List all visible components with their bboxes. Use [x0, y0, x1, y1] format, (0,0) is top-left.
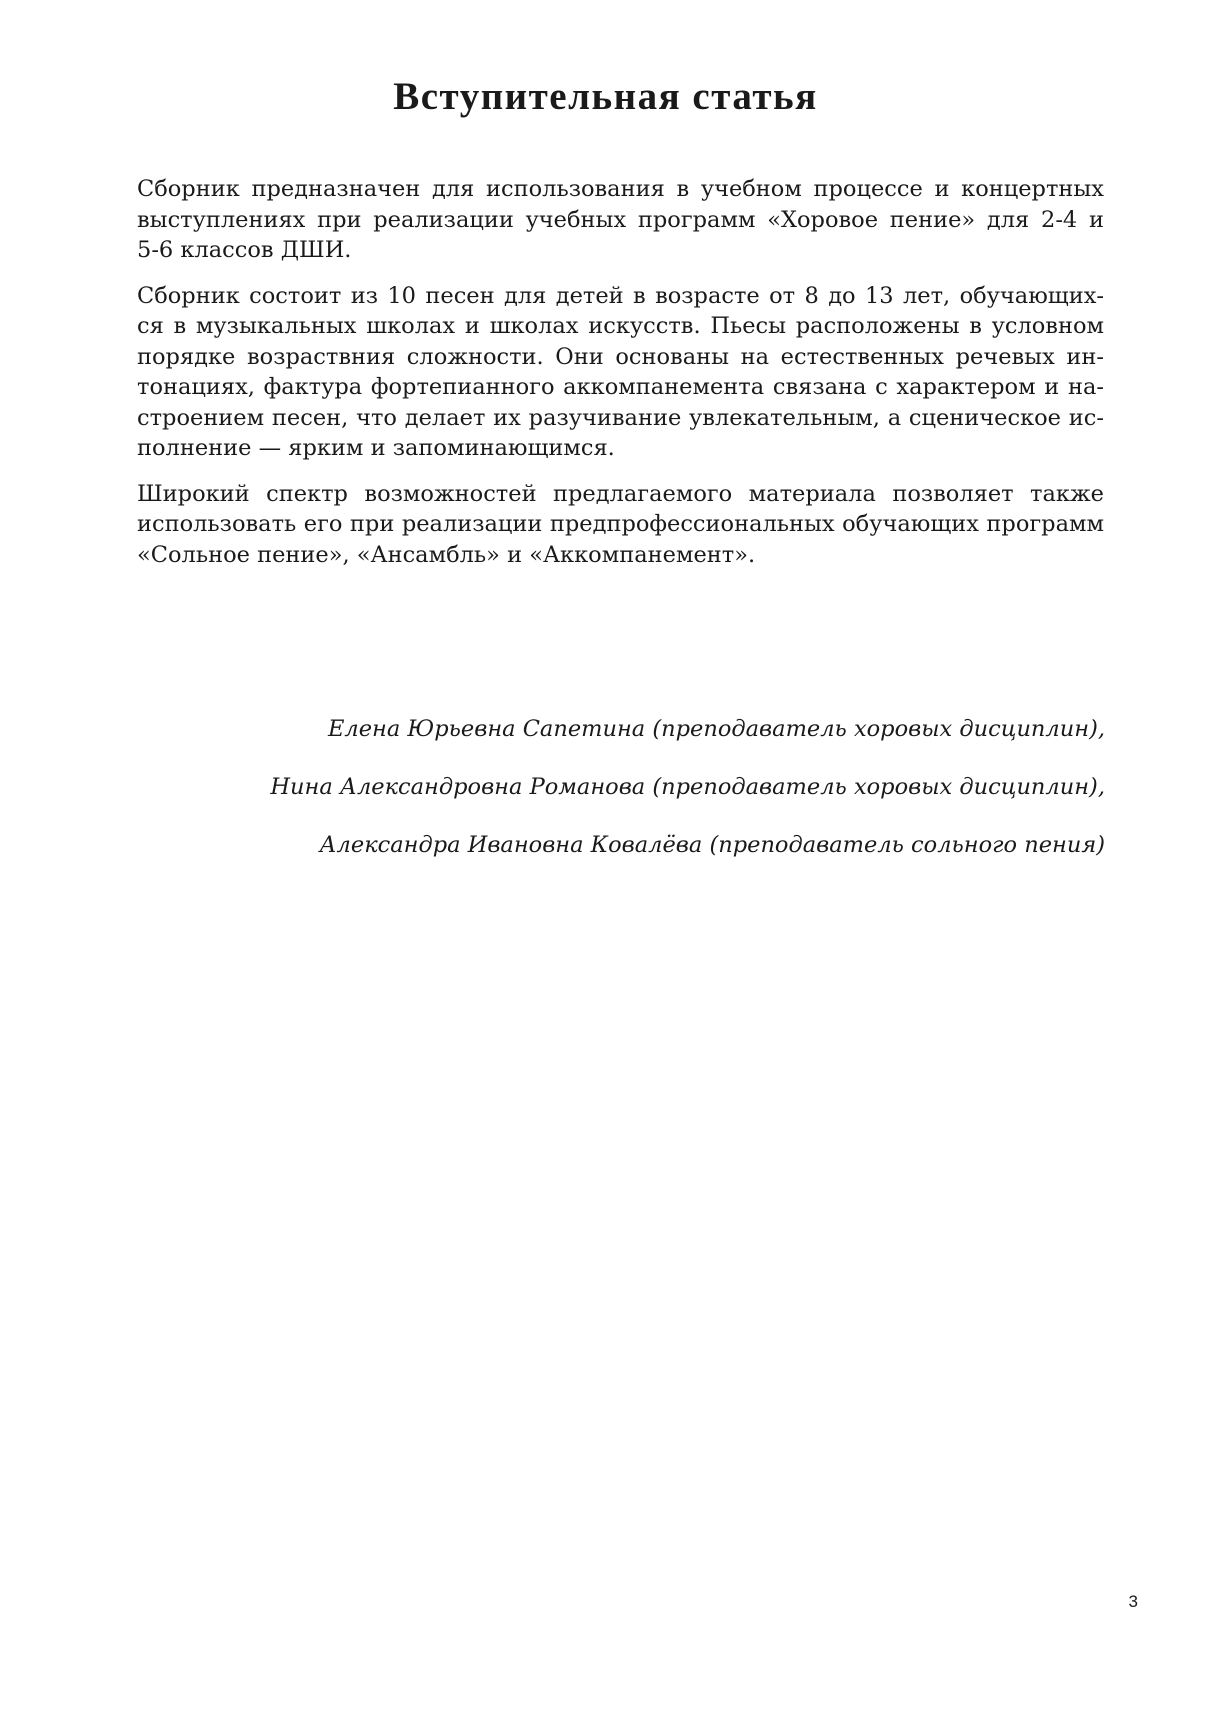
text-line: Сборник состоит из 10 песен для детей в возрасте от 8 до 13 лет, обучающих- [137, 282, 1104, 309]
author-signatures [105, 712, 1105, 886]
page-title: Вступительная статья [393, 75, 818, 118]
text-line: ся в музыкальных школах и школах искусств. Пьесы расположены в условном [137, 313, 1104, 339]
text-line: полнение — ярким и запоминающимся. [137, 435, 615, 461]
text-line: использовать его при реализации предпрофессиональных обучающих программ [137, 511, 1104, 537]
article-body [107, 174, 1104, 585]
author-signature: Александра Ивановна Ковалёва (преподаватель сольного пения) [319, 832, 1105, 858]
text-line: Сборник предназначен для использования в учебном процессе и концертных [137, 176, 1104, 202]
text-line: тонациях, фактура фортепианного аккомпанемента связана с характером и на- [137, 374, 1104, 400]
paragraph-1 [107, 174, 1104, 266]
author-signature: Елена Юрьевна Сапетина (преподаватель хоровых дисциплин), [327, 716, 1105, 742]
text-line: порядке возраствния сложности. Они основаны на естественных речевых ин- [137, 343, 1104, 370]
page-number: 3 [1128, 1592, 1138, 1611]
paragraph-2 [107, 281, 1104, 464]
text-line: выступлениях при реализации учебных программ «Хоровое пение» для 2-4 и [137, 206, 1104, 233]
text-line: 5-6 классов ДШИ. [137, 237, 352, 263]
text-line: «Сольное пение», «Ансамбль» и «Аккомпанемент». [137, 541, 756, 568]
paragraph-3 [107, 479, 1104, 571]
text-line: строением песен, что делает их разучивание увлекательным, а сценическое ис- [137, 404, 1104, 431]
author-signature: Нина Александровна Романова (преподаватель хоровых дисциплин), [270, 774, 1105, 800]
text-line: Широкий спектр возможностей предлагаемого материала позволяет также [137, 480, 1104, 507]
